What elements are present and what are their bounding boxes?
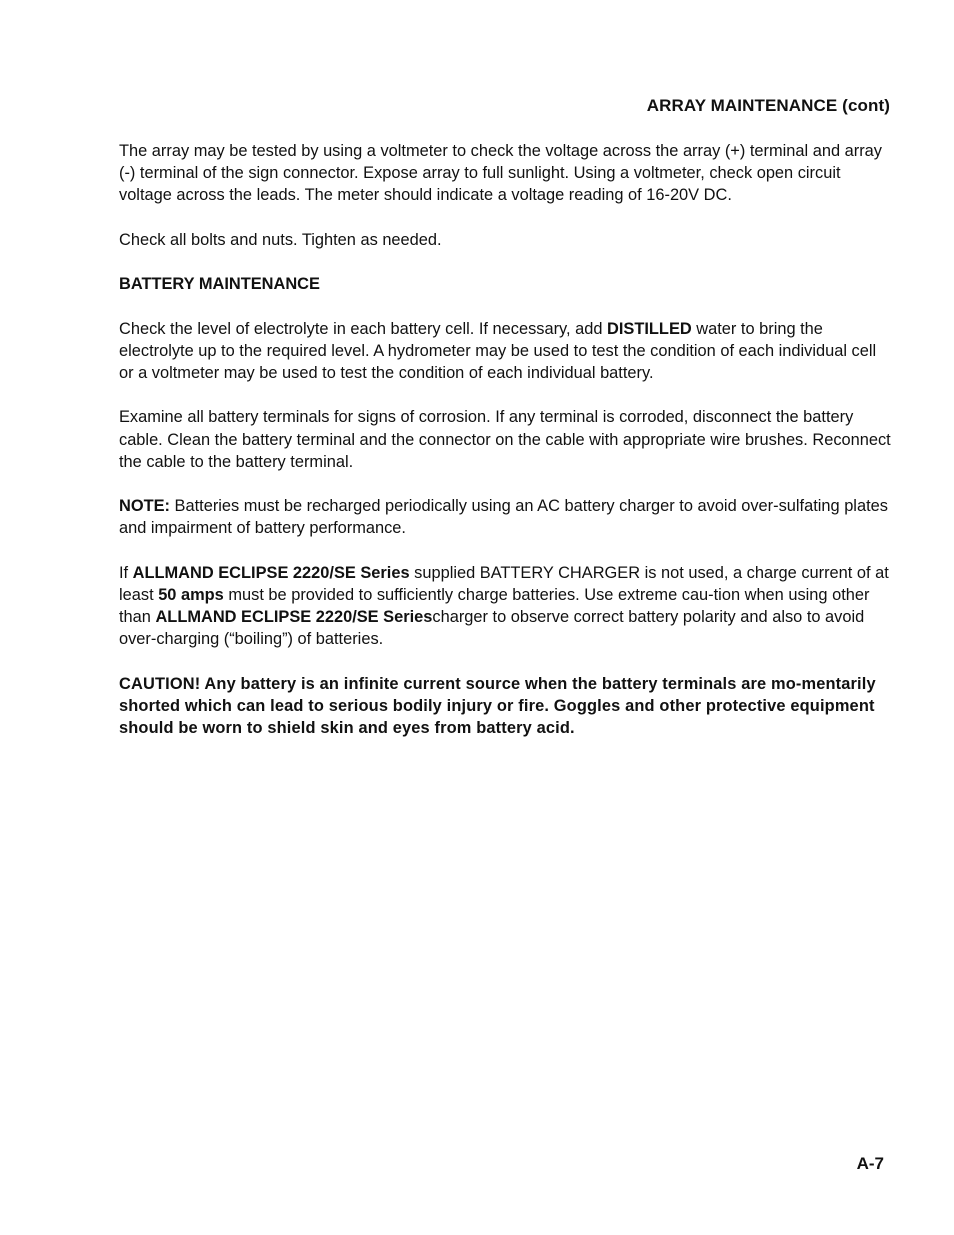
distilled-emphasis: DISTILLED xyxy=(607,319,692,338)
charger-text-e: must be provided to sufficiently charge batteries. Use extreme cau-tion when using other than xyxy=(119,585,870,627)
product-name-2: ALLMAND ECLIPSE 2220/SE Series xyxy=(155,608,433,627)
array-test-paragraph: The array may be tested by using a voltmeter to check the voltage across the array (+) terminal and array (-) terminal of the sign connector. Expose array to full sunlight. Using a voltmeter, check open circuit voltage across the leads. The meter should indicate a voltage reading of 16-20V DC. xyxy=(119,142,882,205)
amps-emphasis: 50 amps xyxy=(158,585,224,604)
charger-text-g: charger to observe correct battery polarity and also to avoid over-charging (“boiling”) of batteries. xyxy=(119,608,865,649)
product-name-1: ALLMAND ECLIPSE 2220/SE Series xyxy=(132,563,410,582)
electrolyte-text-a: Check the level of electrolyte in each battery cell. If necessary, add xyxy=(119,319,608,338)
page-content xyxy=(119,140,891,739)
charger-text-a: If xyxy=(119,563,133,582)
battery-maintenance-heading: BATTERY MAINTENANCE xyxy=(119,275,320,294)
section-header: ARRAY MAINTENANCE (cont) xyxy=(646,96,890,115)
page-number: A-7 xyxy=(856,1154,884,1173)
corrosion-paragraph: Examine all battery terminals for signs of corrosion. If any terminal is corroded, disconnect the battery cable. Clean the battery terminal and the connector on the cable with appropriate wire brushes. Reconnect the cable to the battery terminal. xyxy=(119,408,891,471)
charger-paragraph xyxy=(119,562,891,651)
electrolyte-text-c: water to bring the electrolyte up to the required level. A hydrometer may be used to test the condition of each individual cell or a voltmeter may be used to test the condition of each individual battery. xyxy=(119,319,877,382)
bolts-paragraph: Check all bolts and nuts. Tighten as needed. xyxy=(119,230,442,249)
charger-text-c: supplied BATTERY CHARGER is not used, a charge current of at least xyxy=(119,563,889,604)
note-paragraph xyxy=(119,495,891,539)
electrolyte-paragraph xyxy=(119,318,891,385)
note-label: NOTE: xyxy=(119,497,170,516)
note-text: Batteries must be recharged periodically using an AC battery charger to avoid over-sulfating plates and impairment of battery performance. xyxy=(119,497,888,538)
caution-paragraph: CAUTION! Any battery is an infinite current source when the battery terminals are mo-mentarily shorted which can lead to serious bodily injury or fire. Goggles and other protective equipment should be worn to shield skin and eyes from battery acid. xyxy=(119,674,876,738)
